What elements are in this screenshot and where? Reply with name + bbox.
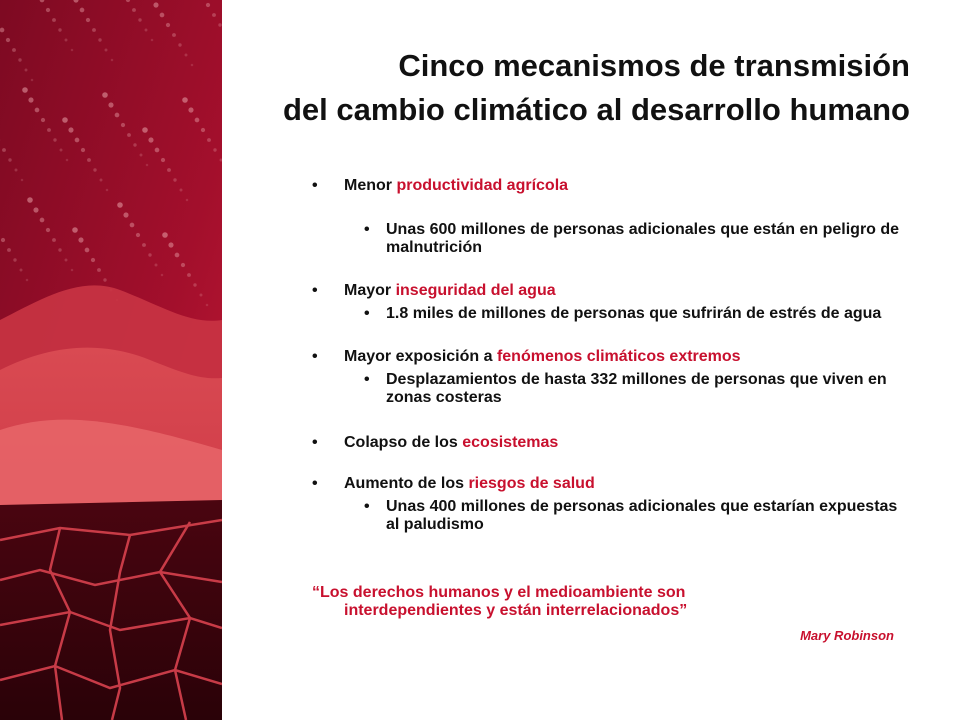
- bullet: •: [312, 475, 318, 492]
- decorative-dot: [87, 158, 91, 162]
- decorative-dot: [1, 238, 5, 242]
- decorative-dot: [52, 238, 56, 242]
- decorative-dot: [98, 38, 101, 41]
- decorative-dot: [127, 133, 131, 137]
- decorative-dot: [200, 294, 203, 297]
- decorative-dot: [41, 118, 45, 122]
- decorative-dot: [106, 189, 109, 192]
- decorative-dot: [136, 233, 140, 237]
- decorative-dot: [132, 8, 136, 12]
- decorative-dot: [46, 228, 50, 232]
- decorative-dot: [85, 248, 90, 253]
- decorative-dot: [65, 259, 68, 262]
- bullet: •: [364, 371, 370, 388]
- bullet: •: [364, 498, 370, 515]
- decorative-dot: [121, 123, 125, 127]
- quote-line-1: “Los derechos humanos y el medioambiente son: [312, 584, 686, 601]
- decorative-dot: [6, 38, 10, 42]
- decorative-dot: [40, 218, 45, 223]
- decorative-dot: [138, 18, 141, 21]
- decorative-dot: [148, 137, 153, 142]
- decorative-dot: [72, 227, 78, 233]
- decorative-dot: [58, 28, 61, 31]
- decorative-dot: [97, 268, 101, 272]
- quote-line-2: interdependientes y están interrelacionados”: [344, 602, 688, 619]
- quote-text: [312, 584, 912, 620]
- bullet: •: [312, 282, 318, 299]
- highlight-text: riesgos de salud: [468, 475, 595, 492]
- decorative-dot: [102, 92, 108, 98]
- decorative-dot: [173, 178, 176, 181]
- decorative-dot: [111, 59, 114, 62]
- decorative-dot: [162, 232, 168, 238]
- decorative-dot: [60, 149, 63, 152]
- list-item-health: • Aumento de los riesgos de salud: [312, 475, 595, 492]
- decorative-dot: [33, 207, 38, 212]
- decorative-dot: [18, 58, 21, 61]
- decorative-dot: [193, 283, 196, 286]
- decorative-dot: [22, 87, 28, 93]
- decorative-dot: [218, 23, 221, 26]
- decorative-dot: [148, 253, 151, 256]
- decorative-dot: [206, 304, 209, 307]
- decorative-dot: [35, 108, 40, 113]
- decorative-dot: [130, 223, 135, 228]
- decorative-dot: [80, 8, 85, 13]
- decorative-dot: [25, 69, 28, 72]
- decorative-dot: [8, 158, 11, 161]
- title-line-1: Cinco mecanismos de transmisión: [398, 48, 910, 83]
- decorative-dot: [71, 269, 74, 272]
- decorative-dot: [68, 127, 73, 132]
- bullet: •: [312, 434, 318, 451]
- decorative-dot: [15, 169, 18, 172]
- quote-author: Mary Robinson: [800, 628, 894, 643]
- decorative-dot: [31, 79, 34, 82]
- bullet: •: [364, 221, 370, 238]
- decorative-dot: [66, 159, 69, 162]
- decorative-dot: [145, 29, 148, 32]
- mechanisms-list: [312, 176, 912, 534]
- decorative-dot: [206, 3, 210, 7]
- decorative-dot: [207, 138, 211, 142]
- title-line-2: del cambio climático al desarrollo humano: [282, 92, 910, 127]
- decorative-dot: [213, 148, 216, 151]
- decorative-dot: [86, 18, 90, 22]
- sub-item-extreme-events: • Desplazamientos de hasta 332 millones de personas que viven en zonas costeras: [364, 371, 887, 406]
- decorative-dot: [172, 33, 176, 37]
- decorative-dot: [155, 148, 160, 153]
- decorative-dot: [21, 179, 24, 182]
- decorative-dot: [161, 274, 164, 277]
- decorative-dot: [81, 148, 85, 152]
- sub-item-agriculture: • Unas 600 millones de personas adicionales que están en peligro de malnutrición: [364, 221, 900, 256]
- decorative-dot: [65, 39, 68, 42]
- decorative-dot: [75, 138, 80, 143]
- bullet: •: [364, 305, 370, 322]
- list-item-extreme-events: • Mayor exposición a fenómenos climáticos extremos: [312, 348, 741, 365]
- decorative-dot: [146, 164, 149, 167]
- slide-title: [150, 44, 910, 132]
- decorative-dot: [186, 199, 189, 202]
- list-item-agriculture: • Menor productividad agrícola: [312, 177, 569, 194]
- decorative-dot: [140, 154, 143, 157]
- decorative-dot: [166, 23, 170, 27]
- decorative-dot: [2, 148, 6, 152]
- highlight-text: ecosistemas: [462, 434, 559, 451]
- decorative-dot: [123, 212, 128, 217]
- decorative-dot: [212, 13, 216, 17]
- decorative-dot: [133, 143, 136, 146]
- decorative-dot: [187, 273, 191, 277]
- decorative-dot: [92, 28, 96, 32]
- decorative-dot: [53, 138, 56, 141]
- highlight-text: productividad agrícola: [396, 177, 569, 194]
- decorative-dot: [115, 113, 120, 118]
- decorative-dot: [20, 269, 23, 272]
- decorative-dot: [153, 2, 158, 7]
- highlight-text: inseguridad del agua: [395, 282, 556, 299]
- decorative-dot: [12, 48, 16, 52]
- decorative-dot: [161, 158, 165, 162]
- decorative-dot: [26, 279, 29, 282]
- decorative-dot: [13, 258, 16, 261]
- decorative-dot: [7, 248, 11, 252]
- decorative-dot: [93, 168, 96, 171]
- bullet: •: [312, 177, 318, 194]
- decorative-dot: [27, 197, 33, 203]
- decorative-dot: [105, 49, 108, 52]
- decorative-dot: [47, 128, 51, 132]
- decorative-dot: [46, 8, 50, 12]
- decorative-dot: [160, 13, 165, 18]
- list-item-ecosystems: • Colapso de los ecosistemas: [312, 434, 559, 451]
- decorative-dot: [100, 179, 103, 182]
- decorative-dot: [142, 127, 148, 133]
- bullet: •: [312, 348, 318, 365]
- decorative-dot: [142, 243, 146, 247]
- decorative-dot: [28, 97, 33, 102]
- decorative-dot: [103, 278, 106, 281]
- list-item-water: • Mayor inseguridad del agua: [312, 282, 556, 299]
- decorative-dot: [108, 102, 113, 107]
- decorative-dot: [155, 264, 158, 267]
- decorative-dot: [52, 18, 56, 22]
- decorative-dot: [180, 189, 183, 192]
- decorative-dot: [151, 39, 154, 42]
- highlight-text: fenómenos climáticos extremos: [496, 348, 741, 365]
- decorative-dot: [117, 202, 123, 208]
- decorative-dot: [168, 242, 173, 247]
- decorative-dot: [181, 263, 185, 267]
- sub-item-water: • 1.8 miles de millones de personas que sufrirán de estrés de agua: [364, 305, 882, 322]
- decorative-dot: [71, 49, 74, 52]
- decorative-dot: [62, 117, 68, 123]
- decorative-dot: [58, 248, 61, 251]
- decorative-dot: [167, 168, 171, 172]
- decorative-dot: [91, 258, 95, 262]
- decorative-dot: [78, 237, 83, 242]
- decorative-dot: [175, 253, 180, 258]
- sub-item-health: • Unas 400 millones de personas adicionales que estarían expuestas al paludismo: [364, 498, 898, 533]
